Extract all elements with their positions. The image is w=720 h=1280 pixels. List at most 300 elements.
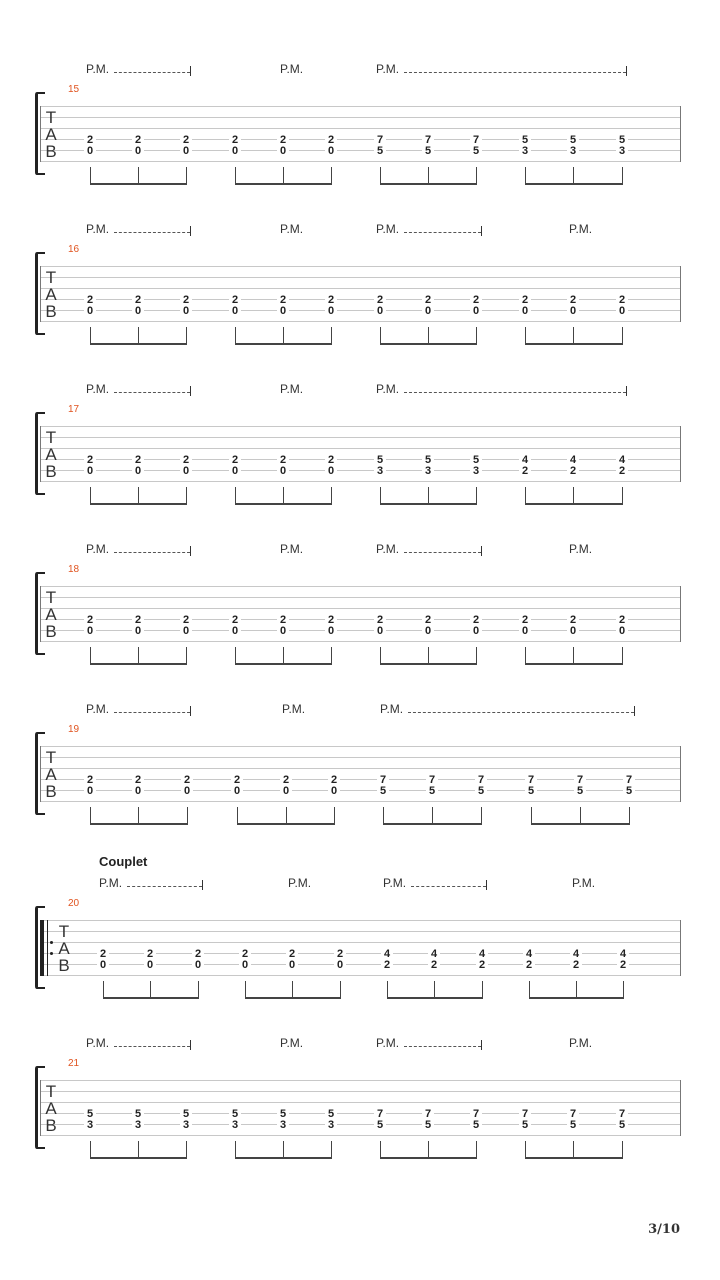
measure-number: 20 <box>68 898 80 909</box>
note-beam <box>383 823 482 825</box>
fret-number: 3 <box>84 1120 96 1131</box>
palm-mute-end-mark <box>481 546 482 556</box>
note-beam <box>380 343 477 345</box>
fret-number: 2 <box>229 615 241 626</box>
tab-string-line <box>40 437 680 438</box>
repeat-dot <box>50 941 53 944</box>
note-beam <box>235 183 332 185</box>
palm-mute-end-mark <box>626 386 627 396</box>
fret-number: 0 <box>334 960 346 971</box>
fret-number: 3 <box>470 466 482 477</box>
tab-string-line <box>40 746 680 747</box>
note-beam <box>90 823 188 825</box>
fret-number: 7 <box>470 135 482 146</box>
palm-mute-end-mark <box>190 706 191 716</box>
fret-number: 5 <box>422 146 434 157</box>
palm-mute-label: P.M. <box>280 222 304 236</box>
palm-mute-extension <box>114 1046 190 1047</box>
note-stem <box>629 807 630 824</box>
palm-mute-extension <box>114 232 190 233</box>
fret-number: 2 <box>229 135 241 146</box>
fret-number: 2 <box>84 455 96 466</box>
tab-string-line <box>40 768 680 769</box>
note-stem <box>529 981 530 998</box>
fret-number: 0 <box>567 626 579 637</box>
fret-number: 0 <box>277 626 289 637</box>
measure-number: 18 <box>68 564 80 575</box>
fret-number: 2 <box>567 466 579 477</box>
fret-number: 2 <box>229 455 241 466</box>
palm-mute-end-mark <box>190 226 191 236</box>
fret-number: 2 <box>422 295 434 306</box>
tab-string-line <box>40 920 680 921</box>
note-stem <box>387 981 388 998</box>
note-beam <box>90 663 187 665</box>
measure-number: 19 <box>68 724 80 735</box>
note-beam <box>235 503 332 505</box>
note-stem <box>331 1141 332 1158</box>
fret-number: 7 <box>567 1109 579 1120</box>
tab-string-line <box>40 481 680 482</box>
fret-number: 0 <box>277 306 289 317</box>
fret-number: 5 <box>422 455 434 466</box>
tab-string-line <box>40 931 680 932</box>
tab-clef-letter: T <box>45 428 57 447</box>
fret-number: 0 <box>229 626 241 637</box>
fret-number: 7 <box>377 775 389 786</box>
tab-string-line <box>40 426 680 427</box>
note-beam <box>235 1157 332 1159</box>
note-stem <box>525 647 526 664</box>
note-stem <box>622 1141 623 1158</box>
tab-clef-letter: T <box>45 588 57 607</box>
note-stem <box>383 807 384 824</box>
note-beam <box>529 997 624 999</box>
tab-clef-letter: A <box>58 939 70 958</box>
palm-mute-end-mark <box>481 226 482 236</box>
measure-number: 21 <box>68 1058 80 1069</box>
tab-clef-letter: T <box>58 922 70 941</box>
fret-number: 2 <box>325 455 337 466</box>
note-stem <box>432 807 433 824</box>
note-beam <box>90 1157 187 1159</box>
fret-number: 7 <box>616 1109 628 1120</box>
fret-number: 4 <box>523 949 535 960</box>
tab-clef-letter: A <box>45 605 57 624</box>
note-stem <box>573 167 574 184</box>
note-beam <box>103 997 199 999</box>
fret-number: 7 <box>422 1109 434 1120</box>
tab-clef-letter: A <box>45 765 57 784</box>
tab-string-line <box>40 1102 680 1103</box>
note-stem <box>186 487 187 504</box>
tab-string-line <box>40 117 680 118</box>
palm-mute-label: P.M. <box>572 876 596 890</box>
tab-clef-letter: B <box>45 302 57 321</box>
fret-number: 2 <box>277 615 289 626</box>
note-stem <box>235 647 236 664</box>
fret-number: 7 <box>422 135 434 146</box>
fret-number: 0 <box>84 306 96 317</box>
fret-number: 2 <box>519 295 531 306</box>
tab-string-line <box>40 321 680 322</box>
fret-number: 2 <box>84 775 96 786</box>
fret-number: 2 <box>519 615 531 626</box>
fret-number: 4 <box>381 949 393 960</box>
fret-number: 0 <box>231 786 243 797</box>
palm-mute-label: P.M. <box>569 542 593 556</box>
fret-number: 5 <box>374 1120 386 1131</box>
note-stem <box>380 327 381 344</box>
note-beam <box>380 503 477 505</box>
fret-number: 2 <box>231 775 243 786</box>
note-stem <box>90 327 91 344</box>
fret-number: 2 <box>325 295 337 306</box>
note-stem <box>476 167 477 184</box>
note-stem <box>283 327 284 344</box>
fret-number: 4 <box>617 949 629 960</box>
palm-mute-label: P.M. <box>376 382 400 396</box>
note-stem <box>622 167 623 184</box>
fret-number: 2 <box>277 455 289 466</box>
palm-mute-extension <box>114 712 190 713</box>
fret-number: 0 <box>616 626 628 637</box>
fret-number: 0 <box>144 960 156 971</box>
fret-number: 5 <box>470 455 482 466</box>
barline-end <box>680 746 681 802</box>
fret-number: 2 <box>84 615 96 626</box>
fret-number: 0 <box>422 306 434 317</box>
barline-start <box>40 106 41 162</box>
fret-number: 5 <box>325 1109 337 1120</box>
tab-string-line <box>40 161 680 162</box>
palm-mute-label: P.M. <box>380 702 404 716</box>
fret-number: 2 <box>519 466 531 477</box>
fret-number: 0 <box>374 626 386 637</box>
fret-number: 2 <box>180 455 192 466</box>
palm-mute-extension <box>114 72 190 73</box>
note-beam <box>380 663 477 665</box>
note-stem <box>138 167 139 184</box>
tab-string-line <box>40 641 680 642</box>
note-stem <box>531 807 532 824</box>
palm-mute-label: P.M. <box>280 1036 304 1050</box>
fret-number: 0 <box>239 960 251 971</box>
fret-number: 5 <box>616 135 628 146</box>
fret-number: 5 <box>229 1109 241 1120</box>
tab-clef-letter: B <box>45 782 57 801</box>
fret-number: 0 <box>84 466 96 477</box>
fret-number: 0 <box>229 466 241 477</box>
fret-number: 2 <box>286 949 298 960</box>
palm-mute-end-mark <box>481 1040 482 1050</box>
fret-number: 5 <box>519 1120 531 1131</box>
fret-number: 0 <box>567 306 579 317</box>
note-stem <box>331 647 332 664</box>
fret-number: 0 <box>229 146 241 157</box>
repeat-start-thick-bar <box>40 920 44 976</box>
fret-number: 5 <box>377 786 389 797</box>
fret-number: 2 <box>523 960 535 971</box>
fret-number: 4 <box>476 949 488 960</box>
note-stem <box>90 1141 91 1158</box>
tab-string-line <box>40 942 680 943</box>
palm-mute-label: P.M. <box>376 222 400 236</box>
fret-number: 0 <box>519 306 531 317</box>
fret-number: 2 <box>470 615 482 626</box>
tab-clef-letter: T <box>45 748 57 767</box>
fret-number: 0 <box>192 960 204 971</box>
palm-mute-label: P.M. <box>86 222 110 236</box>
note-stem <box>237 807 238 824</box>
note-stem <box>481 807 482 824</box>
note-stem <box>187 807 188 824</box>
palm-mute-label: P.M. <box>86 702 110 716</box>
measure-number: 15 <box>68 84 80 95</box>
fret-number: 0 <box>84 626 96 637</box>
fret-number: 0 <box>132 626 144 637</box>
note-stem <box>90 167 91 184</box>
fret-number: 5 <box>519 135 531 146</box>
palm-mute-label: P.M. <box>376 1036 400 1050</box>
fret-number: 2 <box>144 949 156 960</box>
note-stem <box>428 167 429 184</box>
fret-number: 2 <box>180 135 192 146</box>
palm-mute-label: P.M. <box>376 542 400 556</box>
palm-mute-extension <box>404 1046 481 1047</box>
palm-mute-end-mark <box>202 880 203 890</box>
fret-number: 0 <box>84 786 96 797</box>
fret-number: 2 <box>280 775 292 786</box>
fret-number: 5 <box>567 135 579 146</box>
fret-number: 0 <box>325 466 337 477</box>
palm-mute-extension <box>404 392 626 393</box>
fret-number: 2 <box>239 949 251 960</box>
fret-number: 0 <box>229 306 241 317</box>
note-stem <box>283 647 284 664</box>
fret-number: 2 <box>428 960 440 971</box>
fret-number: 7 <box>426 775 438 786</box>
palm-mute-extension <box>404 72 626 73</box>
note-stem <box>482 981 483 998</box>
note-stem <box>186 327 187 344</box>
barline-start <box>40 1080 41 1136</box>
tab-clef-letter: B <box>58 956 70 975</box>
note-stem <box>331 487 332 504</box>
fret-number: 3 <box>180 1120 192 1131</box>
tab-string-line <box>40 1135 680 1136</box>
fret-number: 0 <box>180 466 192 477</box>
fret-number: 5 <box>623 786 635 797</box>
fret-number: 5 <box>426 786 438 797</box>
fret-number: 2 <box>325 615 337 626</box>
palm-mute-label: P.M. <box>569 222 593 236</box>
fret-number: 2 <box>374 295 386 306</box>
fret-number: 7 <box>374 135 386 146</box>
fret-number: 2 <box>422 615 434 626</box>
page-number: 3/10 <box>648 1222 680 1237</box>
palm-mute-extension <box>114 552 190 553</box>
fret-number: 7 <box>525 775 537 786</box>
fret-number: 7 <box>574 775 586 786</box>
tab-string-line <box>40 266 680 267</box>
tab-string-line <box>40 288 680 289</box>
barline-end <box>680 1080 681 1136</box>
note-stem <box>186 167 187 184</box>
tab-clef-letter: A <box>45 1099 57 1118</box>
fret-number: 3 <box>229 1120 241 1131</box>
note-stem <box>380 1141 381 1158</box>
fret-number: 0 <box>616 306 628 317</box>
note-stem <box>334 807 335 824</box>
palm-mute-label: P.M. <box>376 62 400 76</box>
note-stem <box>235 327 236 344</box>
fret-number: 2 <box>334 949 346 960</box>
palm-mute-label: P.M. <box>569 1036 593 1050</box>
note-stem <box>138 487 139 504</box>
tab-string-line <box>40 608 680 609</box>
palm-mute-end-mark <box>190 1040 191 1050</box>
tab-string-line <box>40 586 680 587</box>
fret-number: 0 <box>180 626 192 637</box>
fret-number: 0 <box>180 306 192 317</box>
note-stem <box>380 487 381 504</box>
fret-number: 5 <box>132 1109 144 1120</box>
palm-mute-end-mark <box>626 66 627 76</box>
note-stem <box>340 981 341 998</box>
tab-clef-letter: T <box>45 1082 57 1101</box>
fret-number: 7 <box>374 1109 386 1120</box>
fret-number: 0 <box>470 306 482 317</box>
note-stem <box>428 327 429 344</box>
fret-number: 2 <box>277 135 289 146</box>
fret-number: 3 <box>325 1120 337 1131</box>
note-beam <box>90 343 187 345</box>
fret-number: 5 <box>470 1120 482 1131</box>
tab-string-line <box>40 106 680 107</box>
note-stem <box>476 1141 477 1158</box>
tab-clef-letter: B <box>45 1116 57 1135</box>
fret-number: 4 <box>519 455 531 466</box>
fret-number: 3 <box>616 146 628 157</box>
note-beam <box>90 503 187 505</box>
note-stem <box>428 647 429 664</box>
palm-mute-label: P.M. <box>280 382 304 396</box>
fret-number: 2 <box>476 960 488 971</box>
tab-string-line <box>40 964 680 965</box>
tab-string-line <box>40 757 680 758</box>
barline-start <box>40 746 41 802</box>
note-beam <box>525 1157 623 1159</box>
fret-number: 2 <box>132 295 144 306</box>
fret-number: 2 <box>570 960 582 971</box>
note-stem <box>525 327 526 344</box>
tab-string-line <box>40 1080 680 1081</box>
fret-number: 2 <box>181 775 193 786</box>
palm-mute-end-mark <box>190 386 191 396</box>
note-stem <box>90 487 91 504</box>
fret-number: 2 <box>84 135 96 146</box>
note-beam <box>237 823 335 825</box>
note-stem <box>90 807 91 824</box>
note-stem <box>622 647 623 664</box>
fret-number: 0 <box>325 626 337 637</box>
note-stem <box>235 1141 236 1158</box>
note-beam <box>380 1157 477 1159</box>
note-stem <box>186 1141 187 1158</box>
fret-number: 0 <box>97 960 109 971</box>
tab-clef-letter: B <box>45 142 57 161</box>
note-stem <box>283 487 284 504</box>
note-stem <box>434 981 435 998</box>
palm-mute-label: P.M. <box>282 702 306 716</box>
fret-number: 0 <box>325 306 337 317</box>
note-stem <box>150 981 151 998</box>
palm-mute-extension <box>404 552 481 553</box>
fret-number: 3 <box>374 466 386 477</box>
fret-number: 2 <box>180 295 192 306</box>
fret-number: 2 <box>132 455 144 466</box>
palm-mute-extension <box>408 712 634 713</box>
note-stem <box>476 487 477 504</box>
fret-number: 0 <box>132 146 144 157</box>
tab-string-line <box>40 975 680 976</box>
fret-number: 2 <box>132 615 144 626</box>
barline-end <box>680 266 681 322</box>
note-beam <box>525 663 623 665</box>
note-stem <box>138 647 139 664</box>
fret-number: 2 <box>374 615 386 626</box>
fret-number: 3 <box>519 146 531 157</box>
note-stem <box>331 167 332 184</box>
fret-number: 5 <box>422 1120 434 1131</box>
note-stem <box>138 807 139 824</box>
fret-number: 2 <box>567 615 579 626</box>
fret-number: 5 <box>84 1109 96 1120</box>
palm-mute-label: P.M. <box>288 876 312 890</box>
fret-number: 0 <box>84 146 96 157</box>
note-stem <box>138 327 139 344</box>
fret-number: 3 <box>132 1120 144 1131</box>
barline-end <box>680 586 681 642</box>
palm-mute-label: P.M. <box>280 62 304 76</box>
measure-number: 17 <box>68 404 80 415</box>
barline-start <box>40 266 41 322</box>
fret-number: 5 <box>277 1109 289 1120</box>
fret-number: 0 <box>325 146 337 157</box>
fret-number: 2 <box>97 949 109 960</box>
note-stem <box>525 487 526 504</box>
palm-mute-end-mark <box>190 546 191 556</box>
fret-number: 0 <box>181 786 193 797</box>
note-stem <box>580 807 581 824</box>
note-stem <box>380 647 381 664</box>
fret-number: 0 <box>180 146 192 157</box>
tab-string-line <box>40 1091 680 1092</box>
palm-mute-label: P.M. <box>383 876 407 890</box>
note-beam <box>387 997 483 999</box>
tab-clef-letter: T <box>45 268 57 287</box>
fret-number: 0 <box>277 146 289 157</box>
tab-clef-letter: A <box>45 285 57 304</box>
fret-number: 4 <box>428 949 440 960</box>
tab-clef-letter: B <box>45 622 57 641</box>
fret-number: 2 <box>616 615 628 626</box>
tab-clef-letter: T <box>45 108 57 127</box>
note-stem <box>380 167 381 184</box>
fret-number: 5 <box>567 1120 579 1131</box>
fret-number: 5 <box>374 146 386 157</box>
